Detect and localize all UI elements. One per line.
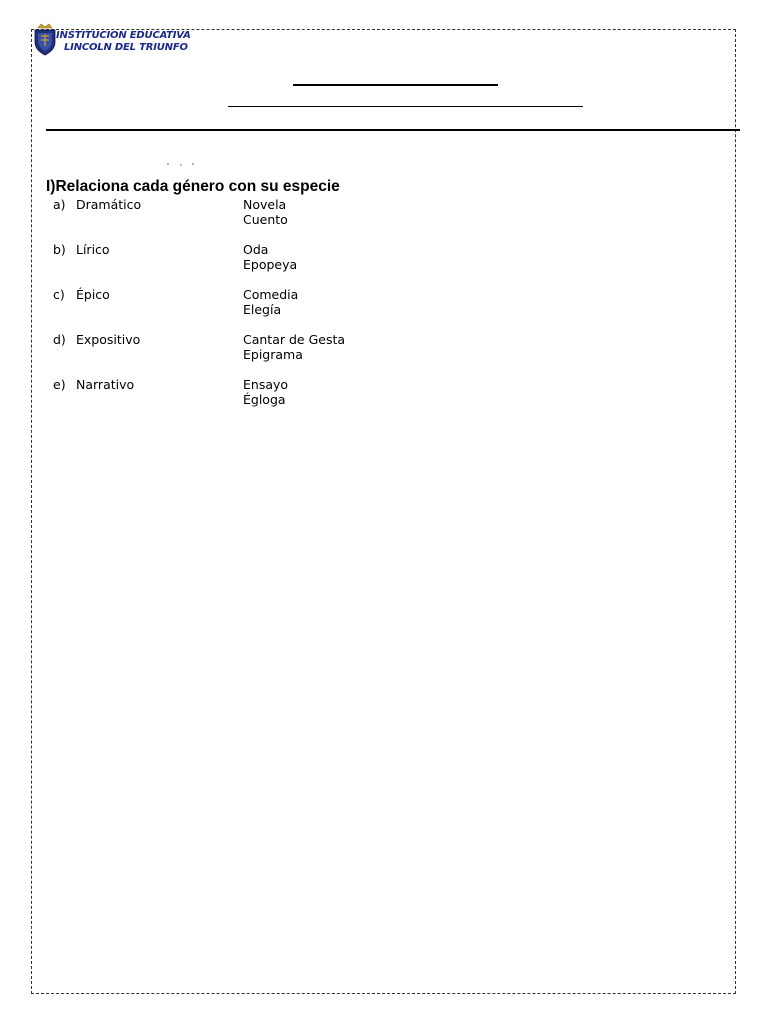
school-name-line1: INSTITUCION EDUCATIVA xyxy=(56,30,191,41)
species-item: Ensayo xyxy=(243,377,289,392)
exercise-title: I)Relaciona cada género con su especie xyxy=(46,178,340,195)
school-name xyxy=(56,30,191,54)
species-item: Epigrama xyxy=(243,347,303,362)
genre-label: Épico xyxy=(76,287,110,302)
genre-label: Narrativo xyxy=(76,377,135,392)
genre-marker: d) xyxy=(53,332,66,347)
genre-label: Dramático xyxy=(76,197,142,212)
genre-marker: c) xyxy=(53,287,65,302)
species-item: Elegía xyxy=(243,302,282,317)
stray-marks xyxy=(163,160,203,170)
species-item: Comedia xyxy=(243,287,299,302)
page-border xyxy=(31,29,736,994)
genre-label: Expositivo xyxy=(76,332,141,347)
genre-marker: a) xyxy=(53,197,66,212)
species-item: Cantar de Gesta xyxy=(243,332,346,347)
species-item: Oda xyxy=(243,242,269,257)
genre-label: Lírico xyxy=(76,242,110,257)
species-item: Epopeya xyxy=(243,257,298,272)
species-item: Novela xyxy=(243,197,287,212)
genre-marker: e) xyxy=(53,377,66,392)
species-item: Cuento xyxy=(243,212,288,227)
name-blank-line xyxy=(293,84,498,86)
species-item: Égloga xyxy=(243,392,286,407)
school-name-line2: LINCOLN DEL TRIUNFO xyxy=(64,42,188,53)
genre-marker: b) xyxy=(53,242,66,257)
school-crest-logo xyxy=(33,22,57,56)
header-divider xyxy=(46,129,740,131)
subtitle-blank-line xyxy=(228,106,583,107)
